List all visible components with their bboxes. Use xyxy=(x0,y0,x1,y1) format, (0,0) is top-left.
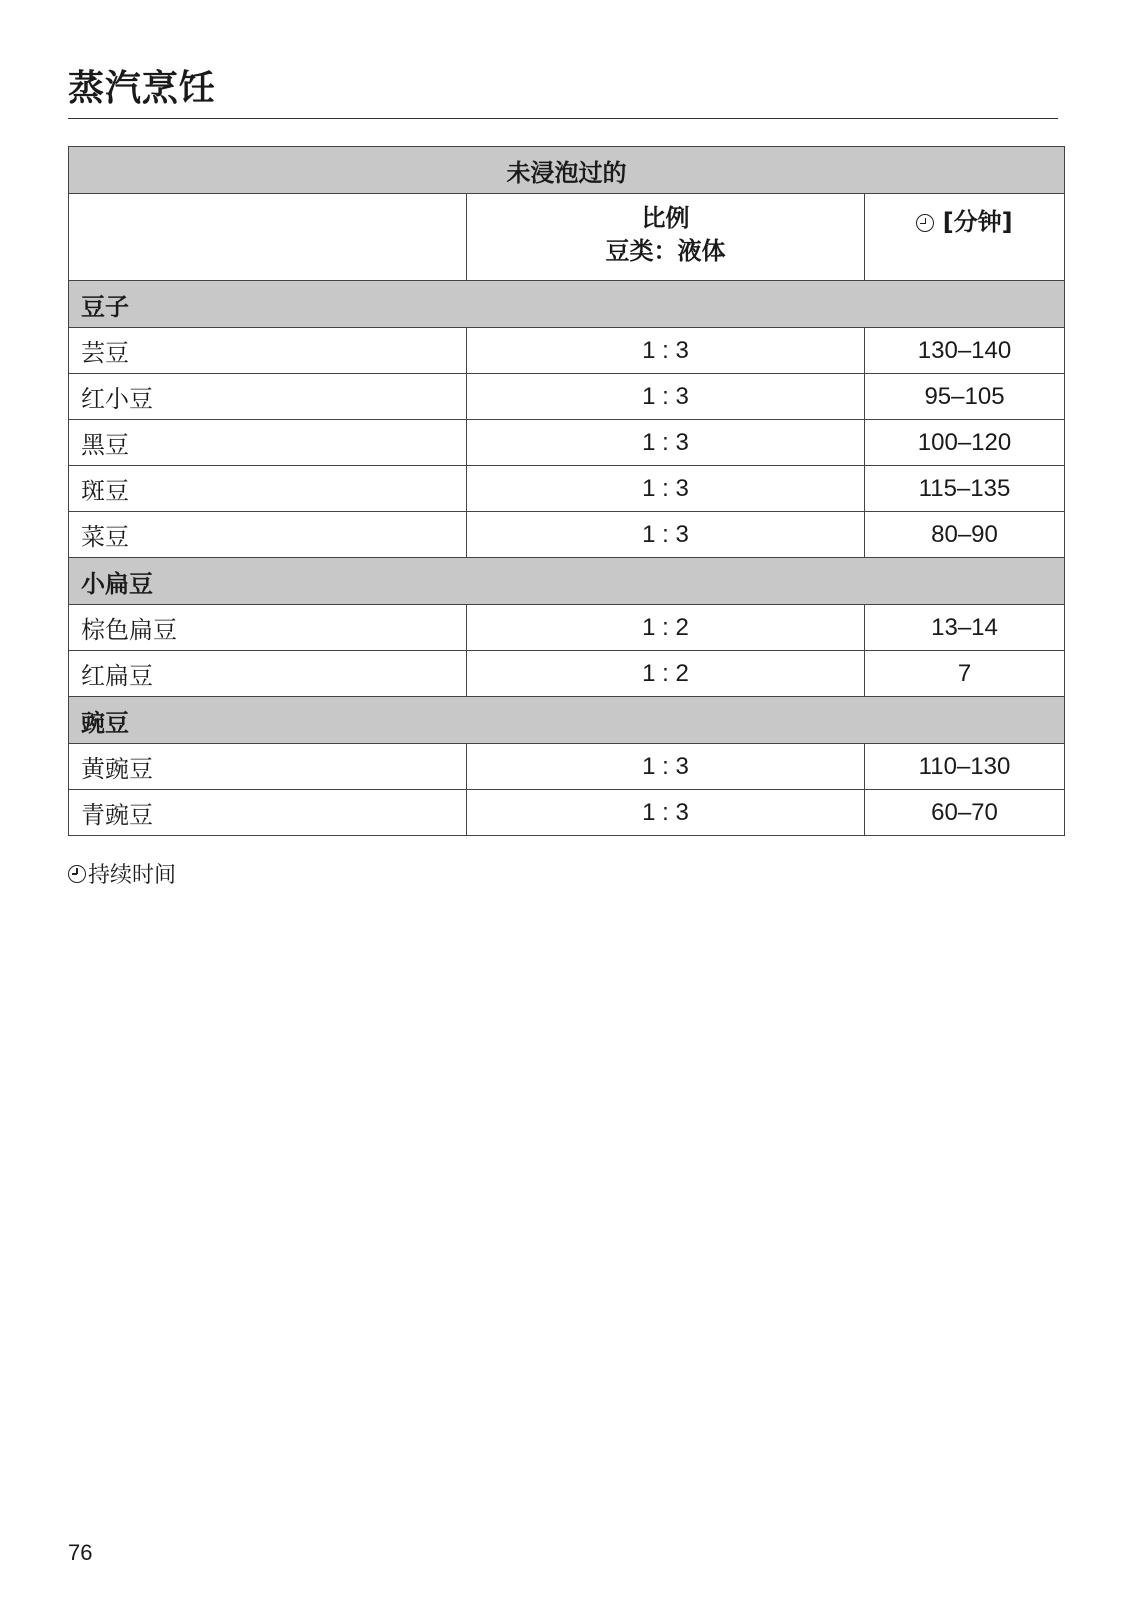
category-label: 小扁豆 xyxy=(69,558,1065,605)
item-name-cell: 红小豆 xyxy=(69,374,467,420)
table-row xyxy=(69,744,1065,790)
header-ratio-line1: 比例 xyxy=(641,204,690,232)
ratio-cell: 1 : 3 xyxy=(467,512,865,558)
footnote-text: 持续时间 xyxy=(88,863,177,888)
ratio-cell: 1 : 3 xyxy=(467,744,865,790)
table-row xyxy=(69,790,1065,836)
table-row xyxy=(69,512,1065,558)
ratio-cell: 1 : 2 xyxy=(467,605,865,651)
item-name-cell: 青豌豆 xyxy=(69,790,467,836)
ratio-cell: 1 : 2 xyxy=(467,651,865,697)
table-row xyxy=(69,466,1065,512)
category-label: 豆子 xyxy=(69,281,1065,328)
item-name-cell: 黑豆 xyxy=(69,420,467,466)
item-name-cell: 芸豆 xyxy=(69,328,467,374)
category-row xyxy=(69,558,1065,605)
category-row xyxy=(69,697,1065,744)
table-row xyxy=(69,328,1065,374)
category-label: 豌豆 xyxy=(69,697,1065,744)
time-cell: 13–14 xyxy=(865,605,1065,651)
ratio-cell: 1 : 3 xyxy=(467,466,865,512)
time-cell: 130–140 xyxy=(865,328,1065,374)
page-title: 蒸汽烹饪 xyxy=(68,68,217,109)
time-cell: 115–135 xyxy=(865,466,1065,512)
header-ratio xyxy=(467,194,865,281)
table-row xyxy=(69,374,1065,420)
footnote xyxy=(68,858,176,889)
ratio-cell: 1 : 3 xyxy=(467,328,865,374)
item-name-cell: 红扁豆 xyxy=(69,651,467,697)
category-row xyxy=(69,281,1065,328)
time-cell: 100–120 xyxy=(865,420,1065,466)
item-name-cell: 斑豆 xyxy=(69,466,467,512)
header-ratio-line2: 豆类：液体 xyxy=(605,237,726,265)
header-empty-cell xyxy=(69,194,467,281)
table-row xyxy=(69,605,1065,651)
time-cell: 80–90 xyxy=(865,512,1065,558)
time-cell: 95–105 xyxy=(865,374,1065,420)
item-name-cell: 黄豌豆 xyxy=(69,744,467,790)
clock-icon xyxy=(68,865,86,883)
item-name-cell: 菜豆 xyxy=(69,512,467,558)
page-number: 76 xyxy=(68,1540,93,1565)
table-title-row xyxy=(69,147,1065,194)
table-title: 未浸泡过的 xyxy=(69,147,1065,194)
item-name-cell: 棕色扁豆 xyxy=(69,605,467,651)
table-header-row xyxy=(69,194,1065,281)
table-row xyxy=(69,651,1065,697)
clock-icon xyxy=(916,214,934,232)
time-cell: 7 xyxy=(865,651,1065,697)
header-time xyxy=(865,194,1065,281)
header-time-unit: [分钟] xyxy=(942,208,1013,236)
ratio-cell: 1 : 3 xyxy=(467,374,865,420)
time-cell: 110–130 xyxy=(865,744,1065,790)
time-cell: 60–70 xyxy=(865,790,1065,836)
ratio-cell: 1 : 3 xyxy=(467,790,865,836)
table-row xyxy=(69,420,1065,466)
legume-cooking-table xyxy=(68,146,1065,836)
title-divider xyxy=(68,118,1058,119)
ratio-cell: 1 : 3 xyxy=(467,420,865,466)
